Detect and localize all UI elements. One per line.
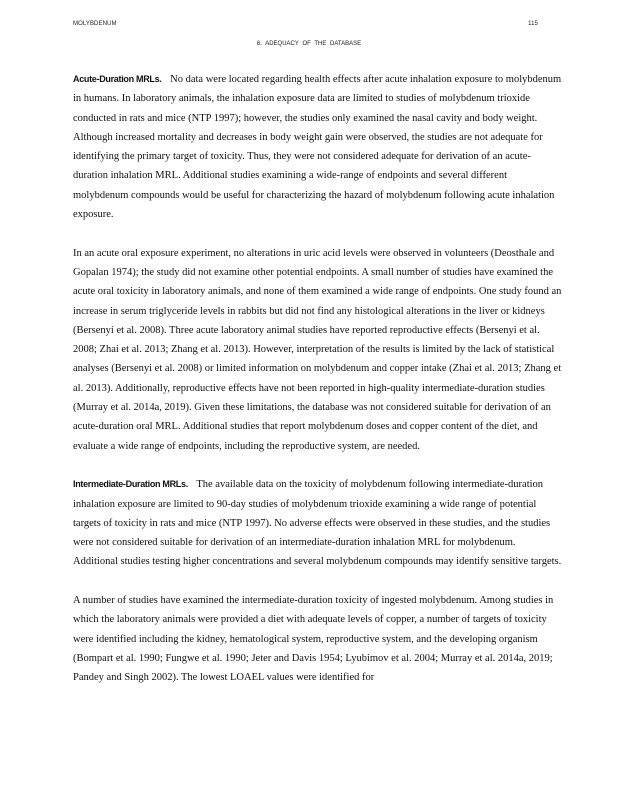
paragraph-text: In an acute oral exposure experiment, no alterations in uric acid levels were observed in volunteers (Deosthale and Gopalan 1974); the study did not examine other potential endpoints. A small number of studies have examined the acute oral toxicity in laboratory animals, and none of them examined a wide range of endpoints. One study found an increase in serum triglyceride levels in rabbits but did not find any histological alterations in the liver or kidneys (Bersenyi et al. 2008). Three acute laboratory animal studies have reported reproductive effects (Bersenyi et al. 2008; Zhai et al. 2013; Zhang et al. 2013). However, interpretation of the results is limited by the lack of statistical analyses (Bersenyi et al. 2008) or limited information on molybdenum and copper intake (Zhai et al. 2013; Zhang et al. 2013). Additionally, reproductive effects have not been reported in high-quality intermediate-duration studies (Murray et al. 2014a, 2019). Given these limitations, the database was not considered suitable for derivation of an acute-duration oral MRL. Additional studies that report molybdenum doses and copper content of the diet, and evaluate a wide range of endpoints, including the reproductive system, are needed. [73, 247, 562, 452]
subheading-acute-duration-mrls: Acute-Duration MRLs. [73, 74, 162, 84]
paragraph-text: A number of studies have examined the intermediate-duration toxicity of ingested molybdenum. Among studies in which the laboratory animals were provided a diet with adequate levels of copper, a number of targets of toxicity were identified including the kidney, hematological system, reproductive system, and the developing organism (Bompart et al. 1990; Fungwe et al. 1990; Jeter and Davis 1954; Lyubimov et al. 2004; Murray et al. 2014a, 2019; Pandey and Singh 2002). The lowest LOAEL values were identified for [73, 595, 554, 684]
subheading-intermediate-duration-mrls: Intermediate-Duration MRLs. [73, 479, 188, 490]
paragraph-acute-oral [73, 244, 562, 456]
paragraph-acute-inhalation [73, 70, 562, 224]
paragraph-text: No data were located regarding health effects after acute inhalation exposure to molybdenum in humans. In laboratory animals, the inhalation exposure data are limited to studies of molybdenum trioxide conducted in rats and mice (NTP 1997); however, the studies only examined the nasal cavity and body weight. Although increased mortality and decreases in body weight gain were observed, the studies are not adequate for identifying the primary target of toxicity. Thus, they were not considered adequate for derivation of an acute-duration inhalation MRL. Additional studies examining a wide-range of endpoints and several different molybdenum compounds would be useful for characterizing the hazard of molybdenum following acute inhalation exposure. [73, 74, 562, 221]
paragraph-intermediate-inhalation [73, 475, 562, 571]
paragraph-text: The available data on the toxicity of molybdenum following intermediate-duration inhalation exposure are limited to 90-day studies of molybdenum trioxide examining a wide range of potential targets of toxicity in rats and mice (NTP 1997). No adverse effects were observed in these studies, and the studies were not considered suitable for derivation of an intermediate-duration inhalation MRL for molybdenum. Additional studies testing higher concentrations and several molybdenum compounds may identify sensitive targets. [73, 479, 562, 568]
chapter-heading: 6. ADEQUACY OF THE DATABASE [256, 41, 362, 47]
paragraph-intermediate-oral [73, 591, 562, 687]
document-body [73, 70, 562, 707]
running-title: MOLYBDENUM [73, 21, 117, 27]
page-number: 115 [528, 21, 538, 27]
